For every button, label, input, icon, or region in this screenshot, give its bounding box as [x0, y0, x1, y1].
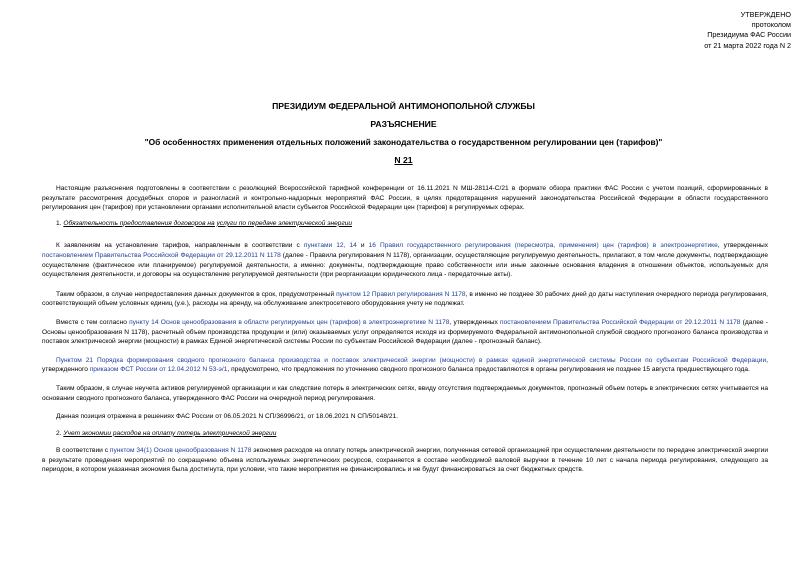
text: , утвержденного: [42, 356, 768, 374]
paragraph: [42, 241, 768, 279]
text: , утвержденных: [717, 242, 768, 250]
section-title: Обязательность предоставления договоров на услуги по передаче электрической энергии: [63, 219, 353, 227]
paragraph: [42, 290, 768, 309]
text: К заявлениям на установление тарифов, направленным в соответствии с: [56, 242, 304, 250]
approval-stamp: [571, 10, 791, 51]
paragraph: [42, 318, 768, 347]
section-number: 2.: [56, 429, 62, 437]
doc-number: N 21: [394, 155, 413, 165]
section-2-heading: [42, 429, 768, 439]
law-link[interactable]: пунктом 34(1) Основ ценообразования N 1178: [109, 447, 252, 455]
approved-line: Президиума ФАС России: [707, 30, 791, 40]
doc-type-heading: РАЗЪЯСНЕНИЕ: [370, 119, 437, 129]
law-link[interactable]: Пунктом 21 Порядка формирования сводного прогнозного баланса производства и поставок электрической энергии (мощности) в рамках единой энергетической системы России по субъектам Российской Федерации: [56, 356, 767, 364]
document-body: [42, 184, 768, 475]
text: Таким образом, в случае непредоставления данных документов в срок, предусмотренный: [56, 290, 337, 298]
approved-line: протоколом: [751, 20, 791, 30]
org-heading: ПРЕЗИДИУМ ФЕДЕРАЛЬНОЙ АНТИМОНОПОЛЬНОЙ СЛУЖБЫ: [272, 101, 535, 111]
text: Вместе с тем согласно: [56, 318, 130, 326]
text: , предусмотрено, что предложения по уточнению сводного прогнозного баланса предоставляются в органы регулирования не позднее 15 августа предшествующего года.: [227, 366, 750, 374]
paragraph: Таким образом, в случае неучета активов регулируемой организации и как следствие потерь в электрических сетях, ввиду отсутствия подтверждаемых документов, прогнозный объем потерь в электрических сетях учитывается на основании сводного прогнозного баланса, утвержденного ФАС России на очередной период регулирования.: [42, 384, 768, 402]
approved-line: от 21 марта 2022 года N 2: [704, 40, 791, 50]
paragraph: [42, 356, 768, 375]
paragraph: [42, 446, 768, 475]
law-link[interactable]: 16 Правил государственного регулирования (пересмотра, применения) цен (тарифов) в электроэнергетике: [368, 242, 718, 250]
law-link[interactable]: пунктами 12, 14: [303, 242, 357, 250]
text: (далее - Правила регулирования N 1178), организации, осуществляющие регулируемую деятельность, прилагают, в том числе документы, подтверждающие осуществление (фактическое или планируемое) регулируемой деятельности, а именно: документы, подтверждающие право собственности или иные законные основания владения в отношении объектов, используемых для осуществления деятельности, и договоры на осуществление регулируемой деятельности (при реорганизации юридического лица - передаточные акты).: [42, 251, 768, 279]
text: , утвержденных: [449, 318, 500, 326]
text: (далее - Основы ценообразования N 1178), расчетный объем производства продукции и (или) оказываемых услуг определяется исходя из формируемого Федеральной антимонопольной службой сводного прогнозного баланса производства и поставок электрической энергии (мощности) в рамках Единой энергетической системы России по субъектам Российской Федерации (далее - прогнозный баланс).: [42, 318, 768, 346]
approved-line: УТВЕРЖДЕНО: [740, 10, 791, 19]
law-link[interactable]: пункту 14 Основ ценообразования в области регулируемых цен (тарифов) в электроэнергетике N 1178: [129, 318, 450, 326]
law-link[interactable]: пунктом 12 Правил регулирования N 1178: [336, 290, 466, 298]
intro-paragraph: Настоящие разъяснения подготовлены в соответствии с резолюцией Всероссийской тарифной конференции от 16.11.2021 N МШ-28114-С/21 в формате обзора практики ФАС России с учетом позиций, сформированных в результате рассмотрения досудебных споров и разногласий и контрольно-надзорных мероприятий ФАС России, в целях предотвращения нарушений законодательства Российской Федерации в области государственного регулирования цен (тарифов) при установлении органами исполнительной власти субъектов Российской Федерации цен (тарифов) в регулируемых сферах.: [42, 185, 768, 212]
doc-title: "Об особенностях применения отдельных положений законодательства о государственном регулировании цен (тарифов)": [144, 137, 663, 147]
law-link[interactable]: постановлением Правительства Российской Федерации от 29.12.2011 N 1178: [500, 318, 741, 326]
section-number: 1.: [56, 219, 62, 227]
text: экономия расходов на оплату потерь электрической энергии, полученная сетевой организацией при осуществлении деятельности по передаче электрической энергии в результате проведения мероприятий по сокращению объема используемых энергетических ресурсов, сохраняется в составе необходимой валовой выручки в течение 10 лет с начала периода регулирования, следующего за периодом, в котором указанная экономия была достигнута, при условии, что такие мероприятия не финансировались и не будут финансироваться за счет бюджетных средств.: [42, 447, 768, 474]
section-title: Учет экономии расходов на оплату потерь электрической энергии: [63, 429, 277, 437]
paragraph: Данная позиция отражена в решениях ФАС России от 06.05.2021 N СП/36996/21, от 18.06.2021 N СП/50148/21.: [56, 413, 399, 421]
section-1-heading: [42, 219, 768, 229]
text: В соответствии с: [56, 447, 110, 455]
law-link[interactable]: постановлением Правительства Российской Федерации от 29.12.2011 N 1178: [42, 251, 281, 259]
text: , в именно не позднее 30 рабочих дней до даты наступления очередного периода регулирования, соответствующий объем условных единиц (у.е.), расходы на аренду, на обслуживание электросетевого оборудования учету не подлежат.: [42, 290, 769, 308]
law-link[interactable]: приказом ФСТ России от 12.04.2012 N 53-э/1: [89, 366, 228, 374]
text: и: [356, 242, 369, 250]
